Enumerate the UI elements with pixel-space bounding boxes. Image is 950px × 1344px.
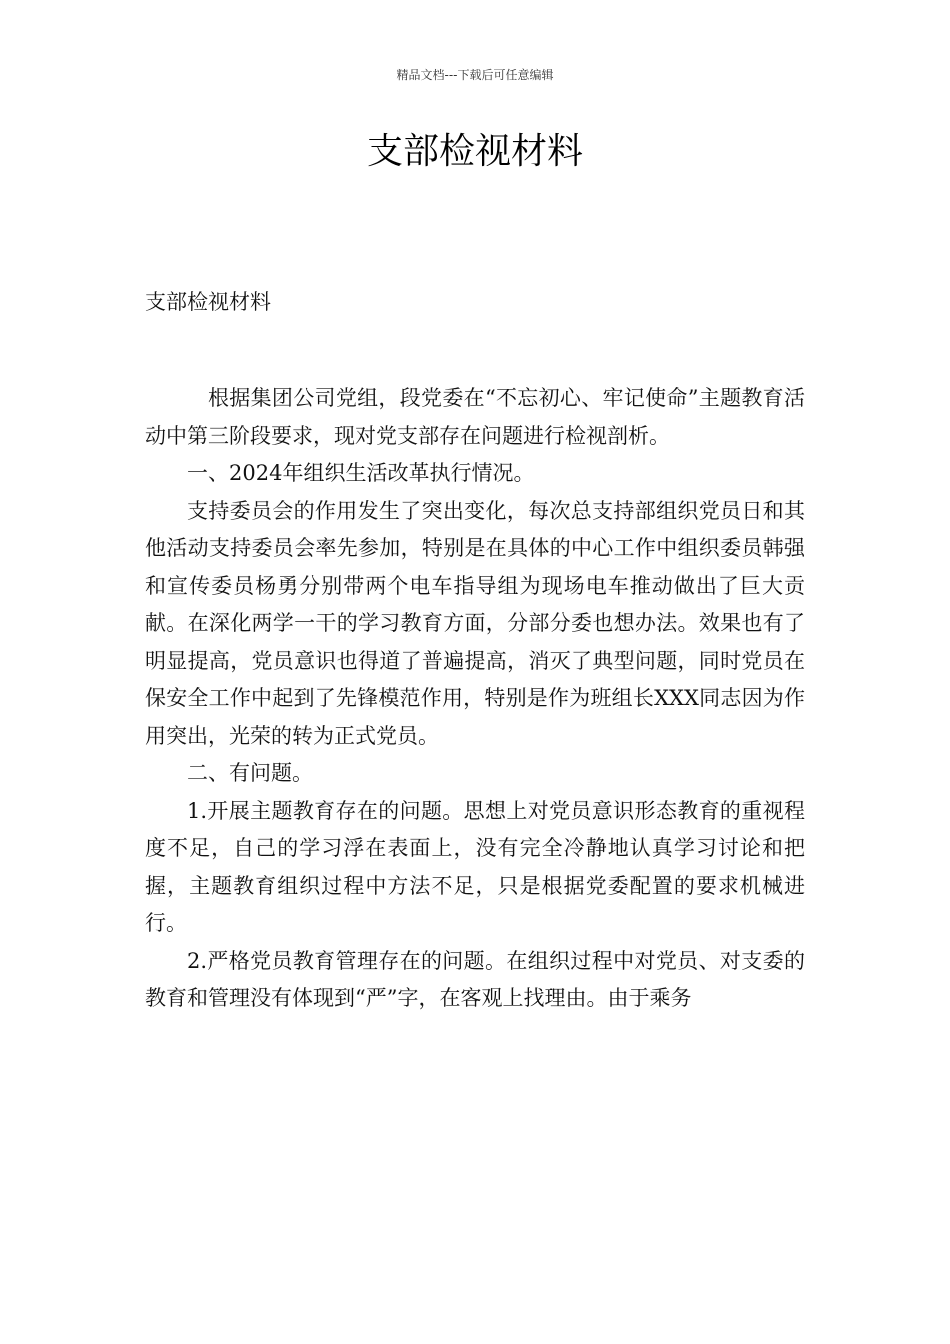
paragraph-intro: 根据集团公司党组，段党委在“不忘初心、牢记使命”主题教育活动中第三阶段要求，现对党支部存在问题进行检视剖析。 xyxy=(145,386,805,448)
document-subtitle: 支部检视材料 xyxy=(145,290,271,314)
paragraph-problem-2: 2.严格党员教育管理存在的问题。在组织过程中对党员、对支委的教育和管理没有体现到“严”字，在客观上找理由。由于乘务 xyxy=(145,948,805,1010)
header-note: 精品文档---下载后可任意编辑 xyxy=(396,68,554,82)
document-title: 支部检视材料 xyxy=(366,131,583,172)
section-heading-2: 二、有问题。 xyxy=(187,761,313,785)
section-heading-1: 一、2024年组织生活改革执行情况。 xyxy=(187,461,535,485)
paragraph-problem-1: 1.开展主题教育存在的问题。思想上对党员意识形态教育的重视程度不足，自己的学习浮在表面上，没有完全冷静地认真学习讨论和把握，主题教育组织过程中方法不足，只是根据党委配置的要求机械进行。 xyxy=(145,798,805,935)
document-body xyxy=(145,380,805,1018)
paragraph-section-1: 支持委员会的作用发生了突出变化，每次总支持部组织党员日和其他活动支持委员会率先参加，特别是在具体的中心工作中组织委员韩强和宣传委员杨勇分别带两个电车指导组为现场电车推动做出了巨大贡献。在深化两学一干的学习教育方面，分部分委也想办法。效果也有了明显提高，党员意识也得道了普遍提高，消灭了典型问题，同时党员在保安全工作中起到了先锋模范作用，特别是作为班组长XXX同志因为作用突出，光荣的转为正式党员。 xyxy=(145,498,805,748)
